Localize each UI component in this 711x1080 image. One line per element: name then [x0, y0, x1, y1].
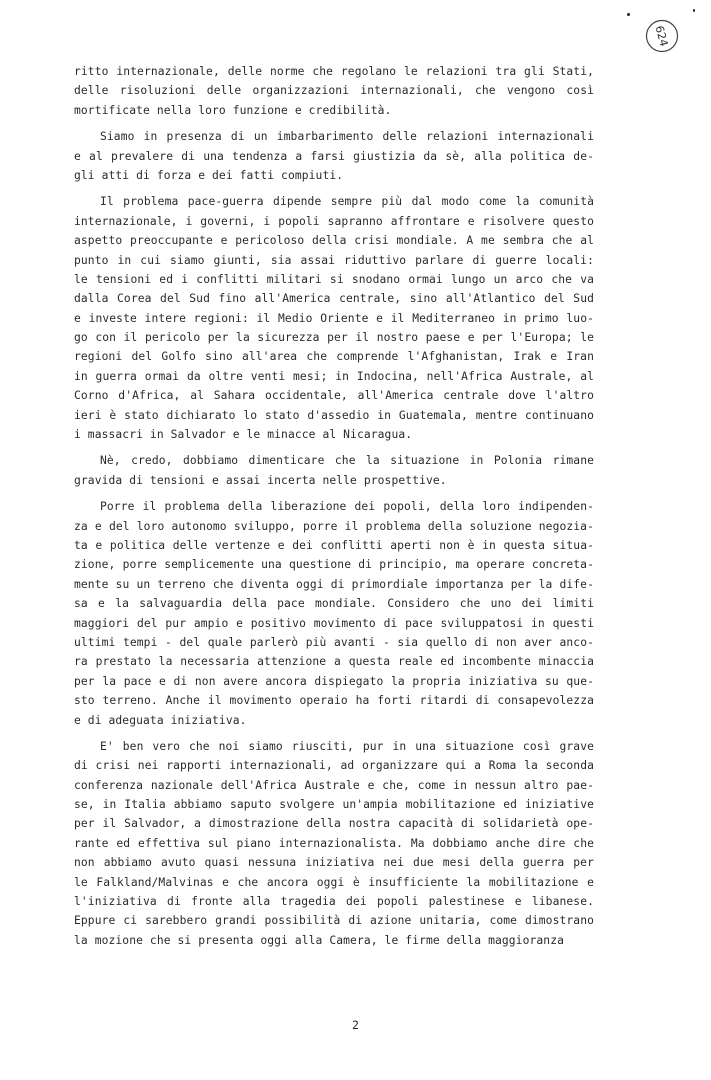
text-line: regioni del Golfo sino all'area che comprende l'Afghanistan, Irak e Iran — [74, 350, 594, 364]
paragraph-gap — [74, 490, 594, 497]
text-line: ritto internazionale, delle norme che regolano le relazioni tra gli Stati, — [74, 65, 594, 78]
text-line: la mozione che si presenta oggi alla Camera, le firme della maggioranza — [74, 933, 564, 947]
text-line: se, in Italia abbiamo saputo svolgere un'ampia mobilitazione ed iniziative — [74, 798, 594, 812]
paragraph — [74, 192, 594, 444]
text-line: e di adeguata iniziativa. — [74, 713, 247, 727]
paragraph-gap — [74, 730, 594, 737]
text-line: internazionale, i governi, i popoli sapranno affrontare e risolvere questo — [74, 214, 594, 228]
text-line: i massacri in Salvador e le minacce al Nicaragua. — [74, 428, 413, 442]
text-line: Siamo in presenza di un imbarbarimento delle relazioni internazionali — [100, 130, 594, 144]
text-line: rante ed effettiva sul piano internazionalista. Ma dobbiamo anche dire che — [74, 836, 594, 850]
paragraph-gap — [74, 444, 594, 451]
paragraph — [74, 62, 594, 120]
archive-stamp-number: 624 — [652, 24, 671, 48]
text-line: mortificate nella loro funzione e credibilità. — [74, 103, 392, 117]
body-text — [74, 62, 594, 950]
page-number: 2 — [352, 1018, 359, 1032]
text-line: go con il pericolo per la sicurezza per il nostro paese e per l'Europa; le — [74, 331, 594, 345]
text-line: Porre il problema della liberazione dei popoli, della loro indipenden- — [100, 500, 594, 514]
text-line: aspetto preoccupante e pericoloso della crisi mondiale. A me sembra che al — [74, 234, 594, 248]
text-line: mente su un terreno che diventa oggi di primordiale importanza per la dife- — [74, 577, 594, 591]
paragraph — [74, 127, 594, 185]
text-line: non abbiamo avuto quasi nessuna iniziativa nei due mesi della guerra per — [74, 856, 594, 870]
paragraph — [74, 497, 594, 730]
text-line: e investe intere regioni: il Medio Oriente e il Mediterraneo in primo luo- — [74, 311, 594, 325]
text-line: zione, porre semplicemente una questione di principio, ma operare concreta- — [74, 558, 594, 572]
text-line: e al prevalere di una tendenza a farsi giustizia da sè, alla politica de- — [74, 149, 594, 163]
paragraph — [74, 451, 594, 490]
text-line: ultimi tempi - del quale parlerò più avanti - sia quello di non aver anco- — [74, 635, 594, 649]
ink-speck — [627, 13, 630, 16]
text-line: di crisi nei rapporti internazionali, ad organizzare qui a Roma la seconda — [74, 759, 594, 773]
text-line: in guerra ormai da oltre venti mesi; in Indocina, nell'Africa Australe, al — [74, 369, 594, 383]
text-line: l'iniziativa di fronte alla tragedia dei popoli palestinese e libanese. — [74, 895, 594, 909]
text-line: le tensioni ed i conflitti militari si snodano ormai lungo un arco che va — [74, 272, 594, 286]
text-line: conferenza nazionale dell'Africa Australe e che, come in nessun altro pae- — [74, 778, 594, 792]
text-line: gli atti di forza e dei fatti compiuti. — [74, 168, 344, 182]
text-line: Eppure ci sarebbero grandi possibilità di azione unitaria, come dimostrano — [74, 914, 594, 928]
text-line: ieri è stato dichiarato lo stato d'assedio in Guatemala, mentre continuano — [74, 408, 594, 422]
text-line: dalla Corea del Sud fino all'America centrale, sino all'Atlantico del Sud — [74, 292, 594, 306]
archive-stamp — [644, 18, 680, 54]
text-line: E' ben vero che noi siamo riusciti, pur in una situazione così grave — [100, 739, 594, 753]
paragraph-gap — [74, 120, 594, 127]
text-line: Corno d'Africa, al Sahara occidentale, all'America centrale dove l'altro — [74, 389, 594, 403]
text-line: Nè, credo, dobbiamo dimenticare che la situazione in Polonia rimane — [100, 454, 594, 468]
text-line: delle risoluzioni delle organizzazioni internazionali, che vengono così — [74, 84, 594, 98]
text-line: per il Salvador, a dimostrazione della nostra capacità di solidarietà ope- — [74, 817, 594, 831]
text-line: za e del loro autonomo sviluppo, porre il problema della soluzione negozia- — [74, 519, 594, 533]
text-line: sa e la salvaguardia della pace mondiale. Considero che uno dei limiti — [74, 597, 594, 611]
text-line: ta e politica delle vertenze e dei conflitti aperti non è in questa situa- — [74, 538, 594, 552]
text-line: punto in cui siamo giunti, sia assai riduttivo parlare di guerre locali: — [74, 253, 594, 267]
text-line: per la pace e di non avere ancora dispiegato la propria iniziativa su que- — [74, 674, 594, 688]
paragraph — [74, 737, 594, 950]
text-line: Il problema pace-guerra dipende sempre più dal modo come la comunità — [100, 195, 594, 209]
ink-speck — [693, 9, 695, 12]
text-line: gravida di tensioni e assai incerta nelle prospettive. — [74, 473, 447, 487]
text-line: ra prestato la necessaria attenzione a questa reale ed incombente minaccia — [74, 655, 594, 669]
text-line: maggiori del pur ampio e positivo movimento di pace sviluppatosi in questi — [74, 616, 594, 630]
paragraph-gap — [74, 185, 594, 192]
text-line: sto terreno. Anche il movimento operaio ha forti ritardi di consapevolezza — [74, 694, 594, 708]
text-line: le Falkland/Malvinas e che ancora oggi è insufficiente la mobilitazione e — [74, 875, 594, 889]
